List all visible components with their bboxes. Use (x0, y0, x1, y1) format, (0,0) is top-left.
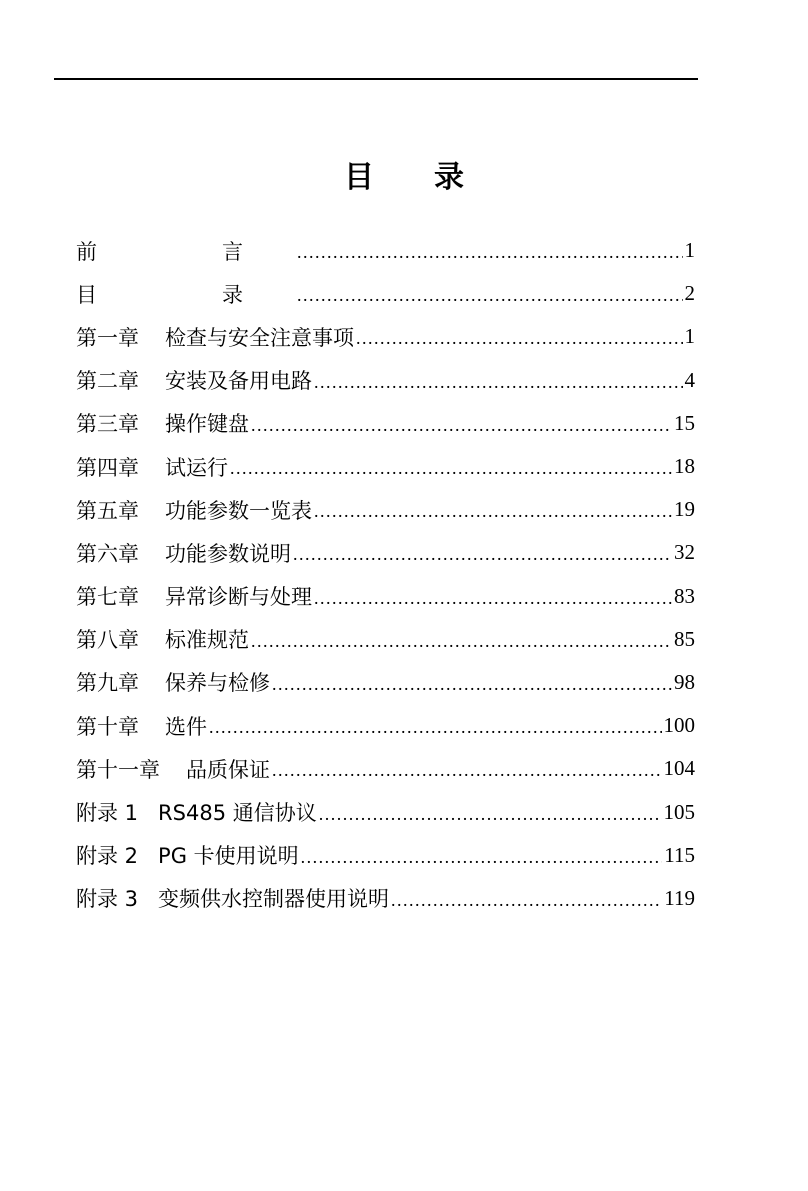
toc-chapter-label: 第四章 (76, 455, 139, 480)
toc-chapter-label: 目 录 (76, 282, 295, 307)
toc-leader-dots (209, 717, 662, 738)
toc-entry[interactable] (76, 747, 695, 790)
toc-chapter-title: 保养与检修 (165, 671, 270, 696)
toc-leader-dots (314, 372, 683, 393)
toc-leader-dots (251, 631, 672, 652)
toc-leader-dots (301, 847, 663, 868)
toc-chapter-title: 检查与安全注意事项 (165, 325, 354, 350)
toc-chapter-title: 标准规范 (165, 628, 249, 653)
toc-chapter-label: 第六章 (76, 541, 139, 566)
toc-chapter-title: PG 卡使用说明 (158, 844, 299, 869)
toc-chapter-title: 选件 (165, 714, 207, 739)
toc-chapter-label: 第一章 (76, 325, 139, 350)
toc-entry[interactable] (76, 661, 695, 704)
toc-leader-dots (297, 285, 683, 306)
toc-page-number: 100 (663, 713, 695, 738)
toc-page-number: 4 (684, 367, 695, 392)
toc-leader-dots (314, 588, 672, 609)
toc-chapter-label: 第五章 (76, 498, 139, 523)
toc-chapter-label: 第八章 (76, 628, 139, 653)
toc-chapter-label: 附录 2 (76, 844, 139, 869)
toc-chapter-title: 品质保证 (186, 757, 270, 782)
toc-chapter-title: 功能参数说明 (165, 541, 291, 566)
toc-chapter-label: 第七章 (76, 585, 139, 610)
toc-entry[interactable] (76, 272, 695, 315)
toc-entry[interactable] (76, 531, 695, 574)
toc-page-number: 119 (664, 885, 695, 910)
toc-page-number: 15 (674, 410, 695, 435)
toc-leader-dots (272, 760, 662, 781)
toc-page-number: 104 (663, 756, 695, 781)
toc-leader-dots (272, 674, 672, 695)
table-of-contents (76, 229, 695, 920)
toc-chapter-title: 操作键盘 (165, 412, 249, 437)
toc-page-number: 83 (674, 583, 695, 608)
toc-page-number: 19 (674, 497, 695, 522)
page-title-char-2: 录 (434, 160, 464, 195)
toc-chapter-label: 附录 3 (76, 887, 139, 912)
toc-chapter-label: 前 言 (76, 239, 295, 264)
page-title (0, 156, 808, 200)
toc-page-number: 2 (684, 281, 695, 306)
toc-chapter-label: 附录 1 (76, 801, 139, 826)
toc-chapter-title: 安装及备用电路 (165, 369, 312, 394)
toc-chapter-title: RS485 通信协议 (158, 801, 317, 826)
toc-page-number: 18 (674, 454, 695, 479)
toc-leader-dots (251, 415, 672, 436)
toc-chapter-title: 变频供水控制器使用说明 (158, 887, 390, 912)
toc-entry[interactable] (76, 445, 695, 488)
toc-chapter-title: 异常诊断与处理 (165, 585, 312, 610)
toc-entry[interactable] (76, 402, 695, 445)
toc-entry[interactable] (76, 704, 695, 747)
toc-page-number: 105 (663, 799, 695, 824)
toc-chapter-label: 第十一章 (76, 757, 160, 782)
toc-chapter-title: 功能参数一览表 (165, 498, 312, 523)
toc-chapter-label: 第九章 (76, 671, 139, 696)
toc-chapter-title: 试运行 (165, 455, 228, 480)
toc-entry[interactable] (76, 488, 695, 531)
toc-chapter-label: 第十章 (76, 714, 139, 739)
toc-entry[interactable] (76, 877, 695, 920)
toc-chapter-label: 第二章 (76, 369, 139, 394)
toc-leader-dots (230, 458, 672, 479)
toc-entry[interactable] (76, 834, 695, 877)
toc-entry[interactable] (76, 618, 695, 661)
toc-leader-dots (314, 501, 672, 522)
toc-page-number: 1 (684, 238, 695, 263)
toc-entry[interactable] (76, 315, 695, 358)
toc-page-number: 115 (664, 842, 695, 867)
toc-leader-dots (297, 242, 683, 263)
toc-page-number: 1 (684, 324, 695, 349)
toc-page-number: 98 (674, 669, 695, 694)
toc-leader-dots (293, 544, 672, 565)
toc-leader-dots (319, 804, 662, 825)
toc-entry[interactable] (76, 229, 695, 272)
page-title-char-1: 目 (344, 160, 374, 195)
toc-leader-dots (356, 328, 683, 349)
toc-chapter-label: 第三章 (76, 412, 139, 437)
toc-entry[interactable] (76, 359, 695, 402)
toc-page-number: 85 (674, 626, 695, 651)
toc-entry[interactable] (76, 790, 695, 833)
toc-page-number: 32 (674, 540, 695, 565)
toc-entry[interactable] (76, 575, 695, 618)
header-rule (54, 78, 698, 80)
toc-leader-dots (391, 890, 662, 911)
